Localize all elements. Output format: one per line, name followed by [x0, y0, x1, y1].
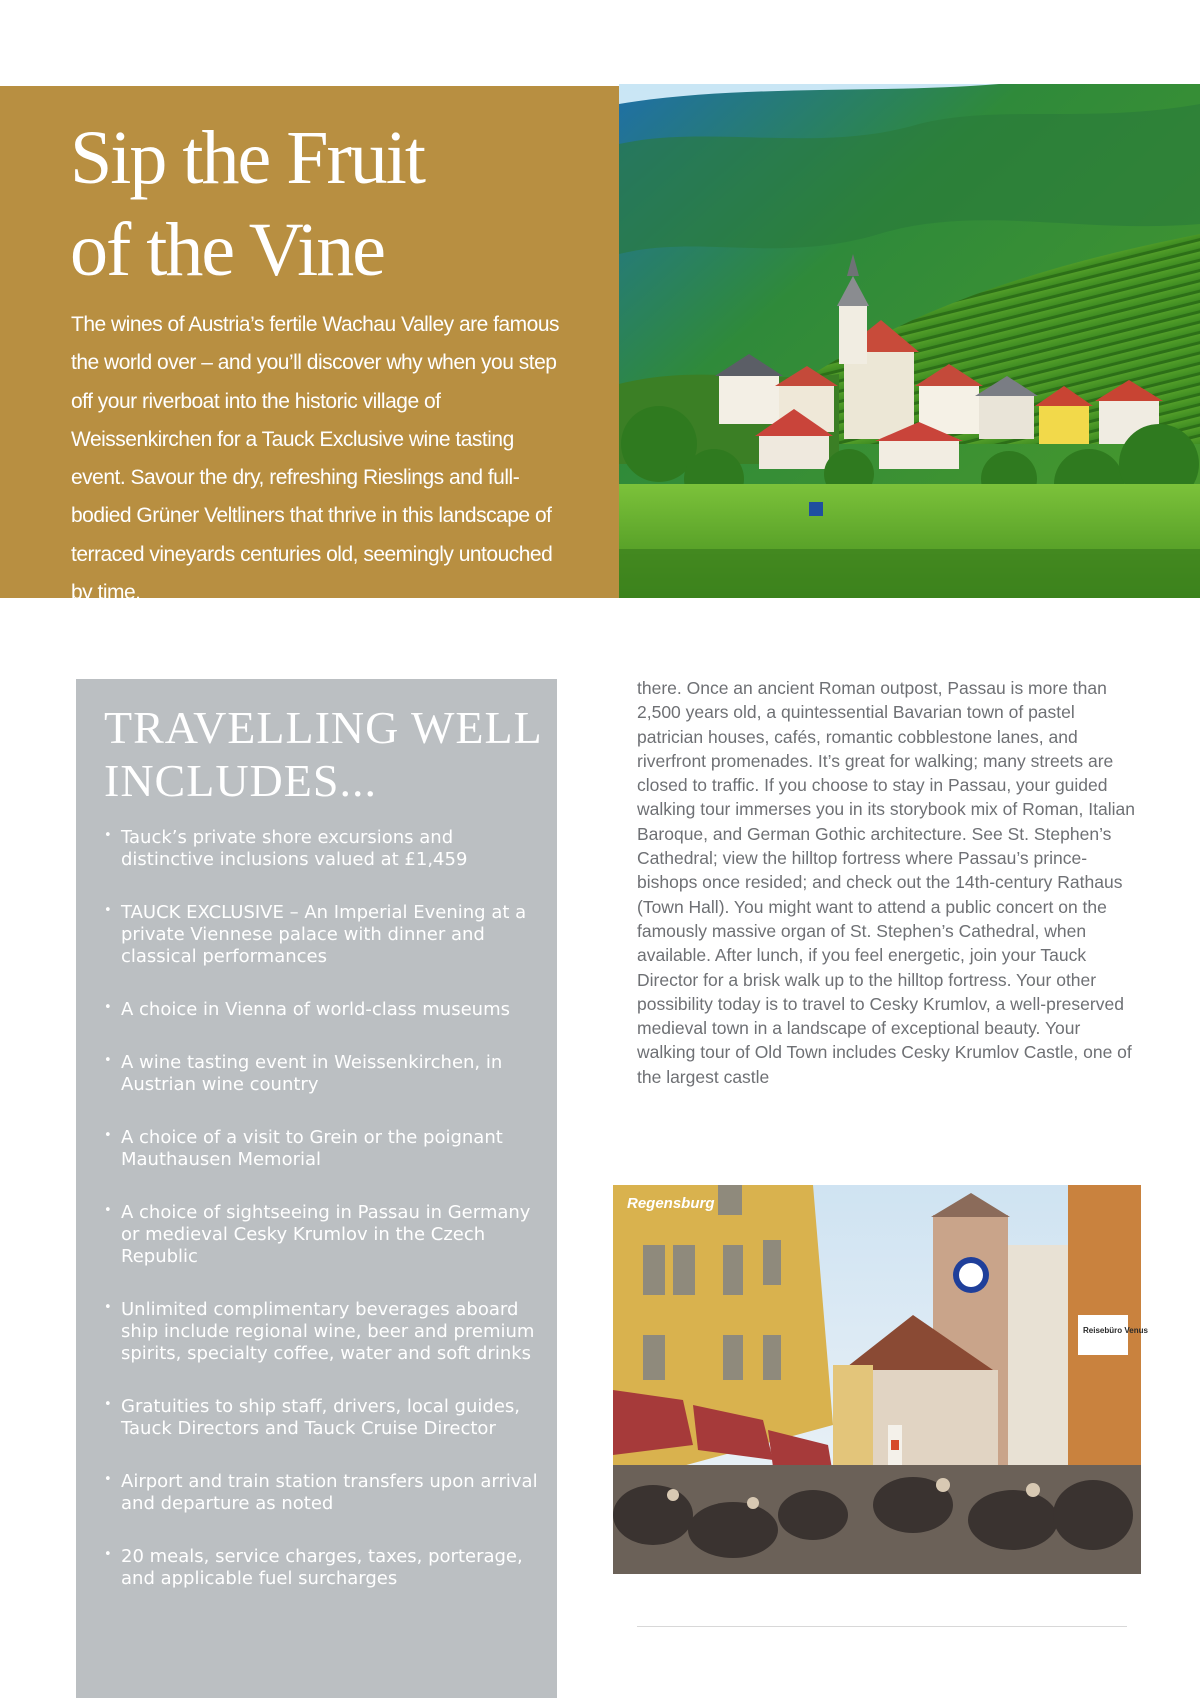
list-item: • Tauck’s private shore excursions and distinctive inclusions valued at £1,459 — [104, 827, 549, 902]
list-item: • A choice of sightseeing in Passau in Germany or medieval Cesky Krumlov in the Czech Republic — [104, 1202, 549, 1299]
list-item: • A choice in Vienna of world-class museums — [104, 999, 549, 1052]
inclusions-panel — [76, 679, 557, 1698]
banner-title-line-1: Sip the Fruit — [70, 116, 425, 200]
divider — [637, 1626, 1127, 1627]
inclusions-title-line-2: INCLUDES... — [104, 755, 377, 806]
list-item: • Airport and train station transfers upon arrival and departure as noted — [104, 1471, 549, 1546]
list-item: • TAUCK EXCLUSIVE – An Imperial Evening at a private Viennese palace with dinner and classical performances — [104, 902, 549, 999]
banner-title-line-2: of the Vine — [70, 208, 384, 292]
list-item: • Gratuities to ship staff, drivers, local guides, Tauck Directors and Tauck Cruise Director — [104, 1396, 549, 1471]
banner-title — [70, 112, 424, 296]
banner-body-text: The wines of Austria’s fertile Wachau Valley are famous the world over – and you’ll discover why when you step off your riverboat into the historic village of Weissenkirchen for a Tauck Exclusive wine tasting event. Savour the dry, refreshing Rieslings and full-bodied Grüner Veltliners that thrive in this landscape of terraced vineyards centuries old, seemingly untouched by time. — [71, 313, 560, 605]
inclusions-title-line-1: TRAVELLING WELL — [104, 702, 543, 753]
article-body: there. Once an ancient Roman outpost, Passau is more than 2,500 years old, a quintessential Bavarian town of pastel patrician houses, cafés, romantic cobblestone lanes, and riverfront promenades. It’s great for walking; many streets are closed to traffic. If you choose to stay in Passau, your guided walking tour immerses you in its storybook mix of Roman, Italian Baroque, and German Gothic architecture. See St. Stephen’s Cathedral; view the hilltop fortress where Passau’s prince-bishops once resided; and check out the 14th-century Rathaus (Town Hall). You might want to attend a public concert on the famously massive organ of St. Stephen’s Cathedral, when available. After lunch, if you feel energetic, join your Tauck Director for a brisk walk up to the hilltop fortress. Your other possibility today is to travel to Cesky Krumlov, a well-preserved medieval town in a landscape of exceptional beauty. Your walking tour of Old Town includes Cesky Krumlov Castle, one of the largest castle — [637, 678, 1135, 1087]
regensburg-photo — [613, 1185, 1148, 1574]
shop-sign: Reisebüro Venus — [1083, 1326, 1148, 1335]
list-item: • 20 meals, service charges, taxes, porterage, and applicable fuel surcharges — [104, 1546, 549, 1621]
wachau-vineyard-photo — [619, 84, 1200, 598]
photo-caption: Regensburg — [627, 1195, 715, 1212]
list-item: • A choice of a visit to Grein or the poignant Mauthausen Memorial — [104, 1127, 549, 1202]
list-item: • A wine tasting event in Weissenkirchen, in Austrian wine country — [104, 1052, 549, 1127]
list-item: • Unlimited complimentary beverages aboard ship include regional wine, beer and premium spirits, specialty coffee, water and soft drinks — [104, 1299, 549, 1396]
inclusions-list — [104, 827, 549, 1621]
inclusions-title — [104, 701, 543, 807]
